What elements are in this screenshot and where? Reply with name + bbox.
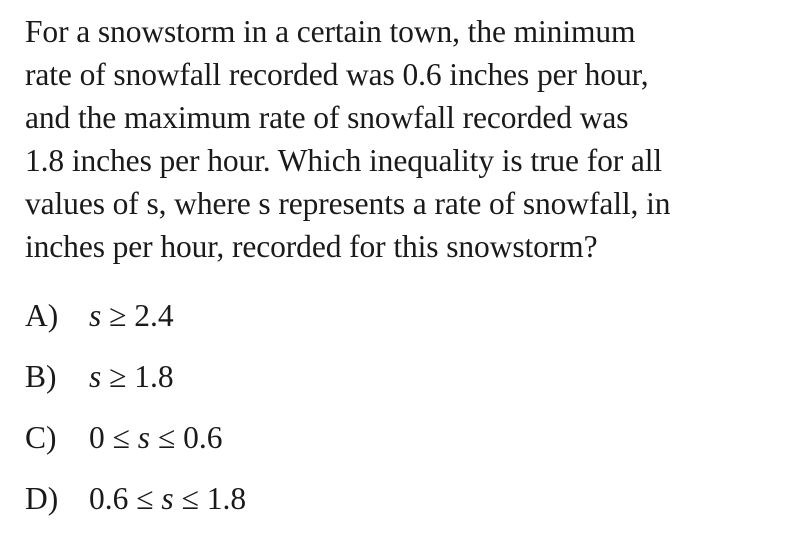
answer-choice-c[interactable] <box>25 418 725 479</box>
answer-choice-a[interactable] <box>25 296 725 357</box>
answer-choices <box>25 296 725 540</box>
choice-text: 0 ≤ s ≤ 0.6 <box>89 420 223 455</box>
answer-choice-b[interactable] <box>25 357 725 418</box>
choice-letter: D) <box>25 481 59 516</box>
question-line: inches per hour, recorded for this snowstorm? <box>25 229 598 264</box>
choice-letter: B) <box>25 359 57 394</box>
question-line: values of s, where s represents a rate of snowfall, in <box>25 186 671 221</box>
answer-choice-d[interactable] <box>25 479 725 540</box>
question-line: and the maximum rate of snowfall recorded was <box>25 100 629 135</box>
question-line: For a snowstorm in a certain town, the minimum <box>25 14 636 49</box>
question-stem <box>25 10 805 268</box>
choice-text: 0.6 ≤ s ≤ 1.8 <box>89 481 247 516</box>
question-line: rate of snowfall recorded was 0.6 inches per hour, <box>25 57 649 92</box>
choice-letter: A) <box>25 298 59 333</box>
question-line: 1.8 inches per hour. Which inequality is true for all <box>25 143 663 178</box>
choice-text: s ≥ 1.8 <box>89 359 174 394</box>
choice-text: s ≥ 2.4 <box>89 298 174 333</box>
choice-letter: C) <box>25 420 57 455</box>
